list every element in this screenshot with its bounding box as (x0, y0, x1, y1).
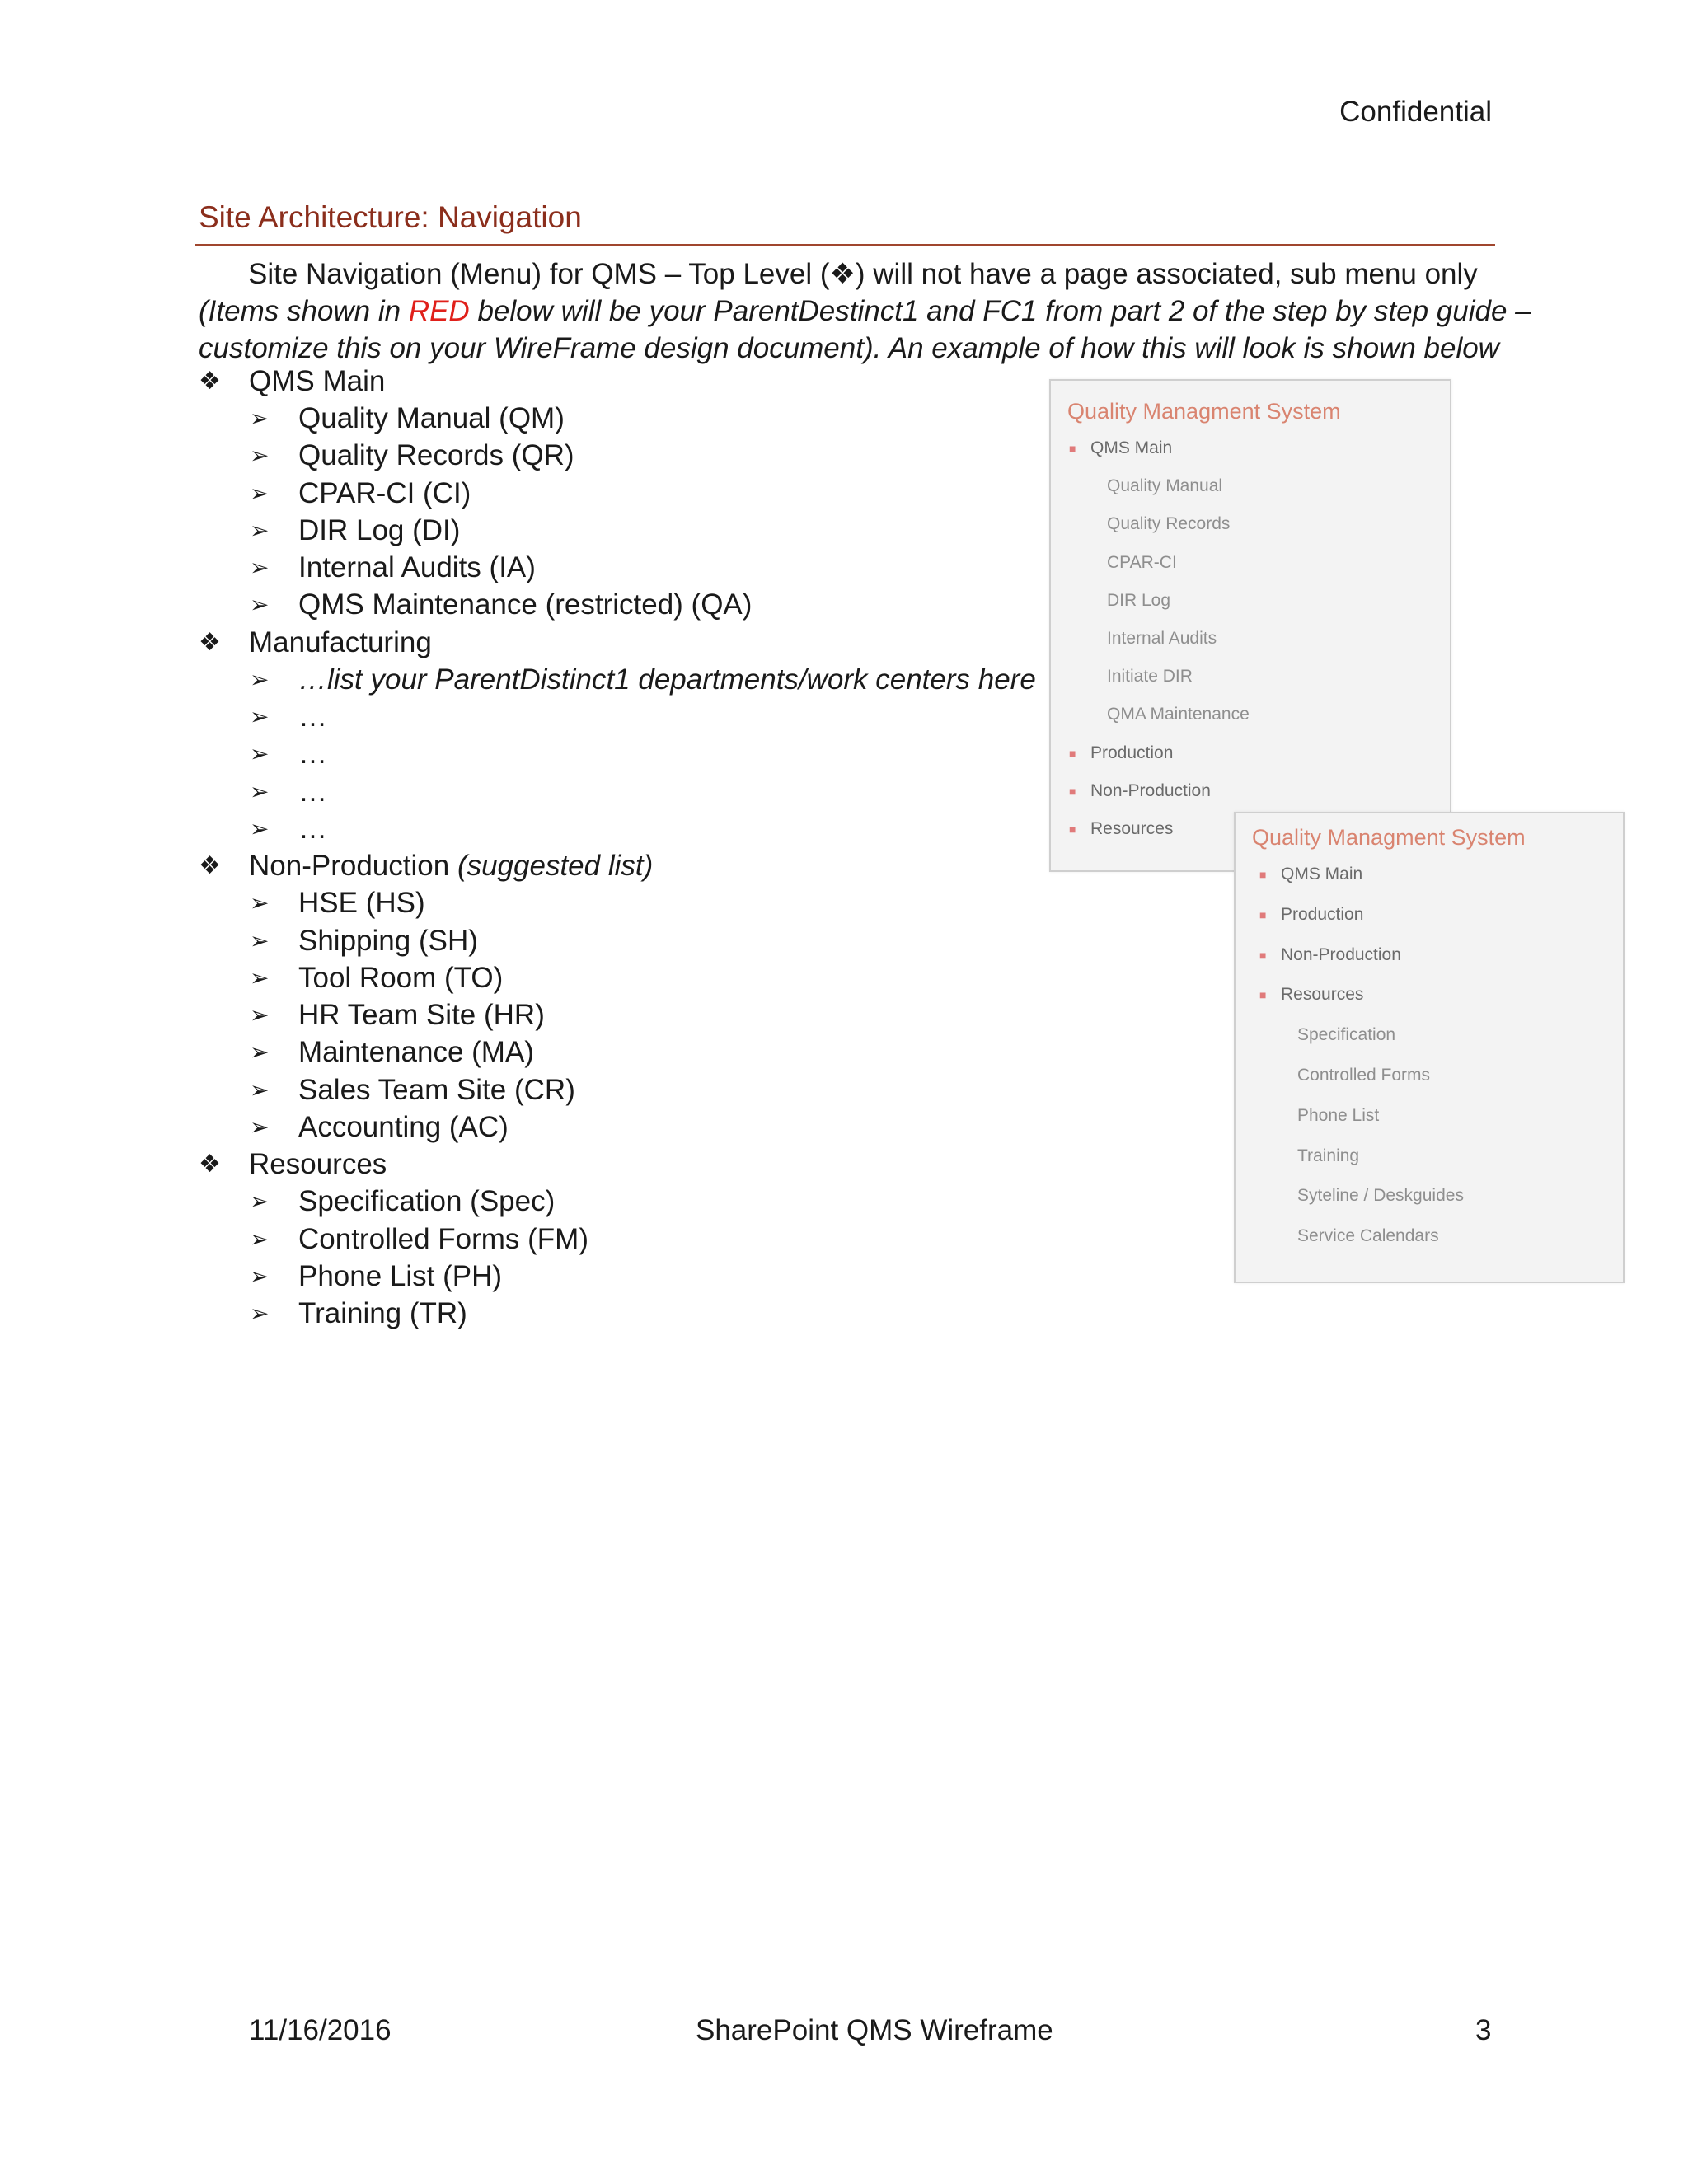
diamond-bullet-icon: ❖ (199, 852, 221, 880)
nav-sub-item-label: Controlled Forms (FM) (298, 1222, 588, 1255)
nav-sub-item-label: Internal Audits (IA) (298, 551, 536, 584)
menu-sublink[interactable]: Quality Records (1107, 514, 1231, 534)
intro-text-a: Site Navigation (Menu) for QMS – Top Level ( (248, 258, 830, 290)
nav-sub-item (199, 773, 1039, 810)
title-divider (195, 244, 1495, 246)
menu-sublink[interactable]: Training (1297, 1146, 1360, 1165)
panel-title: Quality Managment System (1252, 825, 1526, 850)
nav-sub-item (199, 1221, 1039, 1258)
square-bullet-icon: ■ (1069, 784, 1076, 798)
red-keyword: RED (408, 295, 470, 327)
menu-link[interactable]: Production (1281, 904, 1364, 924)
nav-sub-item (199, 735, 1039, 772)
nav-sub-item (199, 1033, 1039, 1071)
nav-sub-item-label: Sales Team Site (CR) (298, 1073, 575, 1106)
nav-sub-item (199, 922, 1039, 959)
confidential-label: Confidential (1339, 96, 1492, 128)
nav-sub-item (199, 1295, 1039, 1332)
square-bullet-icon: ■ (1259, 907, 1267, 921)
menu-sublink[interactable]: Phone List (1297, 1105, 1380, 1125)
page-number: 3 (1475, 2014, 1492, 2046)
nav-sub-item-label: Phone List (PH) (298, 1259, 503, 1292)
square-bullet-icon: ■ (1259, 988, 1267, 1002)
nav-sub-item (199, 400, 1039, 437)
square-bullet-icon: ■ (1069, 442, 1076, 455)
arrow-bullet-icon: ➢ (250, 704, 270, 730)
nav-sub-item (199, 661, 1039, 698)
nav-sub-item-label: … (298, 775, 327, 808)
arrow-bullet-icon: ➢ (250, 555, 270, 581)
intro-line-3: customize this on your WireFrame design document). An example of how this will look is shown below (199, 332, 1499, 364)
nav-group-note: (suggested list) (457, 850, 654, 883)
nav-sub-item (199, 1108, 1039, 1146)
square-bullet-icon: ■ (1069, 746, 1076, 760)
arrow-bullet-icon: ➢ (250, 1076, 270, 1103)
nav-sub-item (199, 959, 1039, 996)
menu-sublink[interactable]: Quality Manual (1107, 476, 1223, 496)
square-bullet-icon: ■ (1259, 868, 1267, 881)
menu-sublink[interactable]: Syteline / Deskguides (1297, 1186, 1464, 1206)
arrow-bullet-icon: ➢ (250, 517, 270, 543)
menu-example-panel-2 (1234, 812, 1625, 1283)
arrow-bullet-icon: ➢ (250, 480, 270, 506)
nav-sub-item-label: Maintenance (MA) (298, 1036, 534, 1069)
nav-group-label: Manufacturing (249, 626, 432, 658)
nav-group-label: Non-Production (249, 850, 450, 883)
arrow-bullet-icon: ➢ (250, 1263, 270, 1289)
nav-sub-item-label: … (298, 701, 327, 733)
intro-text-b: ) will not have a page associated, sub menu only (855, 258, 1478, 290)
arrow-bullet-icon: ➢ (250, 1002, 270, 1029)
arrow-bullet-icon: ➢ (250, 890, 270, 916)
navigation-outline (199, 363, 1039, 1333)
menu-link[interactable]: Production (1090, 743, 1174, 762)
nav-sub-item (199, 996, 1039, 1033)
nav-sub-item-label: Quality Records (QR) (298, 439, 574, 472)
arrow-bullet-icon: ➢ (250, 741, 270, 767)
diamond-bullet-icon: ❖ (829, 258, 856, 290)
nav-sub-item-label: Quality Manual (QM) (298, 402, 565, 434)
square-bullet-icon: ■ (1259, 948, 1267, 962)
nav-sub-item-label: HR Team Site (HR) (298, 999, 545, 1032)
nav-sub-item-label: … (298, 738, 327, 771)
menu-sublink[interactable]: CPAR-CI (1107, 552, 1177, 572)
diamond-bullet-icon: ❖ (199, 628, 221, 656)
nav-sub-item-label: Specification (Spec) (298, 1185, 556, 1218)
menu-link[interactable]: Resources (1090, 819, 1174, 838)
nav-sub-item (199, 549, 1039, 586)
footer-title: SharePoint QMS Wireframe (696, 2014, 1053, 2046)
menu-sublink[interactable]: Initiate DIR (1107, 667, 1193, 687)
nav-sub-item (199, 586, 1039, 623)
nav-sub-item-label: Training (TR) (298, 1297, 467, 1330)
nav-sub-item (199, 1258, 1039, 1295)
arrow-bullet-icon: ➢ (250, 1114, 270, 1141)
nav-sub-item (199, 1183, 1039, 1220)
panel-title: Quality Managment System (1067, 399, 1341, 424)
arrow-bullet-icon: ➢ (250, 1301, 270, 1327)
intro-text-d: below will be your ParentDestinct1 and FC1 from part 2 of the step by step guide – (469, 295, 1531, 327)
nav-sub-item-label: … (298, 812, 327, 845)
arrow-bullet-icon: ➢ (250, 964, 270, 991)
menu-link[interactable]: Non-Production (1281, 944, 1401, 964)
menu-sublink[interactable]: QMA Maintenance (1107, 705, 1250, 724)
nav-group-item (199, 1146, 1039, 1183)
nav-group-item (199, 847, 1039, 884)
diamond-bullet-icon: ❖ (199, 1151, 221, 1179)
nav-sub-item-label: Accounting (AC) (298, 1111, 509, 1144)
nav-sub-item (199, 698, 1039, 735)
arrow-bullet-icon: ➢ (250, 815, 270, 841)
arrow-bullet-icon: ➢ (250, 1226, 270, 1252)
arrow-bullet-icon: ➢ (250, 666, 270, 692)
nav-sub-item-label: CPAR-CI (CI) (298, 476, 471, 509)
menu-sublink[interactable]: Service Calendars (1297, 1226, 1439, 1246)
nav-sub-item (199, 1071, 1039, 1108)
nav-sub-item-label: DIR Log (DI) (298, 513, 461, 546)
arrow-bullet-icon: ➢ (250, 1188, 270, 1215)
menu-sublink[interactable]: Controlled Forms (1297, 1066, 1431, 1085)
menu-link[interactable]: QMS Main (1090, 438, 1173, 457)
arrow-bullet-icon: ➢ (250, 778, 270, 804)
nav-sub-item (199, 437, 1039, 474)
arrow-bullet-icon: ➢ (250, 405, 270, 431)
section-title: Site Architecture: Navigation (199, 200, 582, 234)
arrow-bullet-icon: ➢ (250, 592, 270, 618)
nav-sub-item-label: …list your ParentDistinct1 departments/work centers here (298, 663, 1036, 696)
arrow-bullet-icon: ➢ (250, 1039, 270, 1066)
menu-sublink[interactable]: Internal Audits (1107, 629, 1217, 648)
intro-line-2 (199, 293, 1531, 330)
nav-sub-item-label: Shipping (SH) (298, 924, 478, 957)
menu-link[interactable]: Non-Production (1090, 780, 1211, 800)
nav-group-item (199, 363, 1039, 400)
nav-sub-item-label: QMS Maintenance (restricted) (QA) (298, 588, 753, 621)
nav-group-item (199, 624, 1039, 661)
menu-example-panel-1 (1049, 379, 1451, 872)
nav-sub-item-label: HSE (HS) (298, 887, 425, 920)
nav-sub-item (199, 884, 1039, 921)
square-bullet-icon: ■ (1069, 823, 1076, 836)
menu-sublink[interactable]: DIR Log (1107, 590, 1171, 610)
menu-sublink[interactable]: Specification (1297, 1025, 1396, 1045)
nav-sub-item (199, 475, 1039, 512)
diamond-bullet-icon: ❖ (199, 368, 221, 395)
intro-text-c: (Items shown in (199, 295, 409, 327)
nav-sub-item (199, 810, 1039, 847)
arrow-bullet-icon: ➢ (250, 927, 270, 954)
arrow-bullet-icon: ➢ (250, 443, 270, 469)
nav-sub-item-label: Tool Room (TO) (298, 961, 504, 994)
intro-line-1 (199, 255, 1501, 293)
menu-link[interactable]: QMS Main (1281, 865, 1363, 883)
footer-date: 11/16/2016 (249, 2014, 392, 2046)
nav-group-label: Resources (249, 1148, 387, 1181)
nav-group-label: QMS Main (249, 365, 386, 397)
menu-link[interactable]: Resources (1281, 985, 1364, 1005)
nav-sub-item (199, 512, 1039, 549)
